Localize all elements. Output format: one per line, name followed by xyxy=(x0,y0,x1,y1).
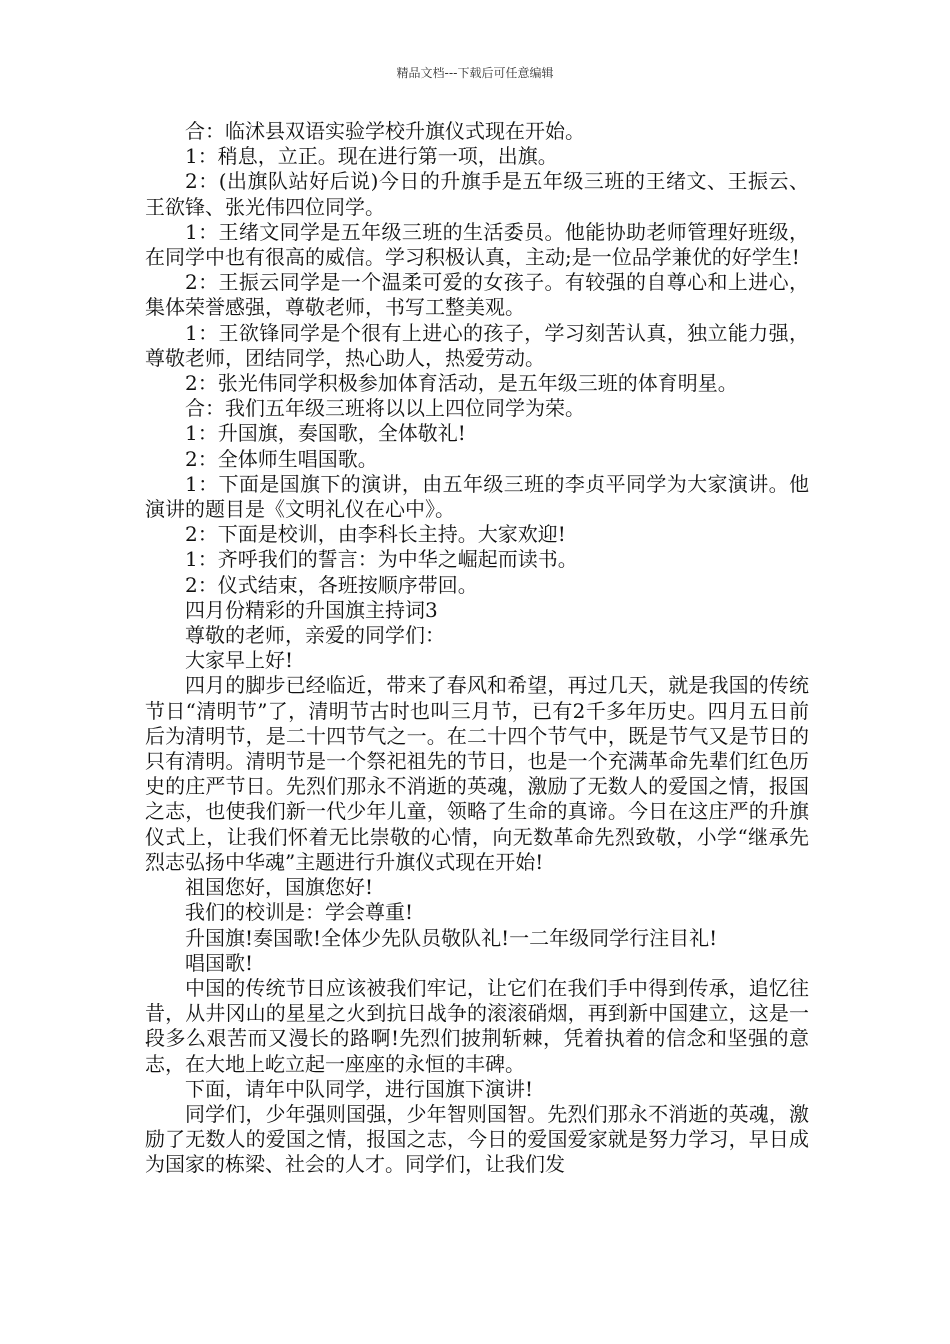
paragraph: 升国旗!奏国歌!全体少先队员敬队礼!一二年级同学行注目礼! xyxy=(185,925,718,950)
paragraph: 2：(出旗队站好后说)今日的升旗手是五年级三班的王绪文、王振云、王欲锋、张光伟四位同学。 xyxy=(145,169,809,219)
page-header: 精品文档---下载后可任意编辑 xyxy=(396,66,554,80)
paragraph: 祖国您好，国旗您好! xyxy=(185,875,374,900)
paragraph: 合：临沭县双语实验学校升旗仪式现在开始。 xyxy=(185,119,585,143)
paragraph: 1：升国旗，奏国歌，全体敬礼! xyxy=(185,421,466,446)
paragraph: 四月的脚步已经临近，带来了春风和希望，再过几天，就是我国的传统节日“清明节”了，清明节古时也叫三月节，已有2千多年历史。四月五日前后为清明节，是二十四节气之一。在二十四个节气中，既是节气又是节日的只有清明。清明节是一个祭祀祖先的节日，也是一个充满革命先辈们红色历史的庄严节日。先烈们那永不消逝的英魂，激励了无数人的爱国之情，报国之志，也使我们新一代少年儿童，领略了生命的真谛。今日在这庄严的升旗仪式上，让我们怀着无比崇敬的心情，向无数革命先烈致敬，小学“继承先烈志弘扬中华魂”主题进行升旗仪式现在开始! xyxy=(145,673,809,874)
paragraph: 1：齐呼我们的誓言：为中华之崛起而读书。 xyxy=(185,547,578,572)
paragraph: 2：下面是校训，由李科长主持。大家欢迎! xyxy=(185,522,566,547)
paragraph: 中国的传统节日应该被我们牢记，让它们在我们手中得到传承，追忆往昔，从井冈山的星星之火到抗日战争的滚滚硝烟，再到新中国建立，这是一段多么艰苦而又漫长的路啊!先烈们披荆斩棘，凭着执着的信念和坚强的意志，在大地上屹立起一座座的永恒的丰碑。 xyxy=(145,975,809,1076)
paragraph: 尊敬的老师，亲爱的同学们： xyxy=(185,623,445,648)
paragraph: 2：仪式结束，各班按顺序带回。 xyxy=(185,572,478,597)
paragraph: 同学们，少年强则国强，少年智则国智。先烈们那永不消逝的英魂，激励了无数人的爱国之情，报国之志，今日的爱国爱家就是努力学习，早日成为国家的栋梁、社会的人才。同学们，让我们发 xyxy=(145,1101,809,1177)
document-body xyxy=(145,119,809,1178)
paragraph: 唱国歌! xyxy=(185,950,254,975)
paragraph: 2：王振云同学是一个温柔可爱的女孩子。有较强的自尊心和上进心，集体荣誉感强，尊敬老师，书写工整美观。 xyxy=(145,270,809,320)
paragraph: 四月份精彩的升国旗主持词3 xyxy=(185,597,438,622)
paragraph: 2：全体师生唱国歌。 xyxy=(185,446,378,471)
paragraph: 2：张光伟同学积极参加体育活动，是五年级三班的体育明星。 xyxy=(185,371,738,396)
paragraph: 下面，请年中队同学，进行国旗下演讲! xyxy=(185,1076,534,1101)
paragraph: 我们的校训是：学会尊重! xyxy=(185,900,414,925)
paragraph: 大家早上好! xyxy=(185,648,294,673)
paragraph: 1：稍息，立正。现在进行第一项，出旗。 xyxy=(185,144,558,169)
paragraph: 1：王绪文同学是五年级三班的生活委员。他能协助老师管理好班级，在同学中也有很高的威信。学习积极认真，主动;是一位品学兼优的好学生! xyxy=(145,219,809,270)
paragraph: 1：下面是国旗下的演讲，由五年级三班的李贞平同学为大家演讲。他演讲的题目是《文明礼仪在心中》。 xyxy=(145,471,809,522)
paragraph: 合：我们五年级三班将以以上四位同学为荣。 xyxy=(185,396,585,421)
paragraph: 1：王欲锋同学是个很有上进心的孩子，学习刻苦认真，独立能力强，尊敬老师，团结同学，热心助人，热爱劳动。 xyxy=(145,320,809,370)
